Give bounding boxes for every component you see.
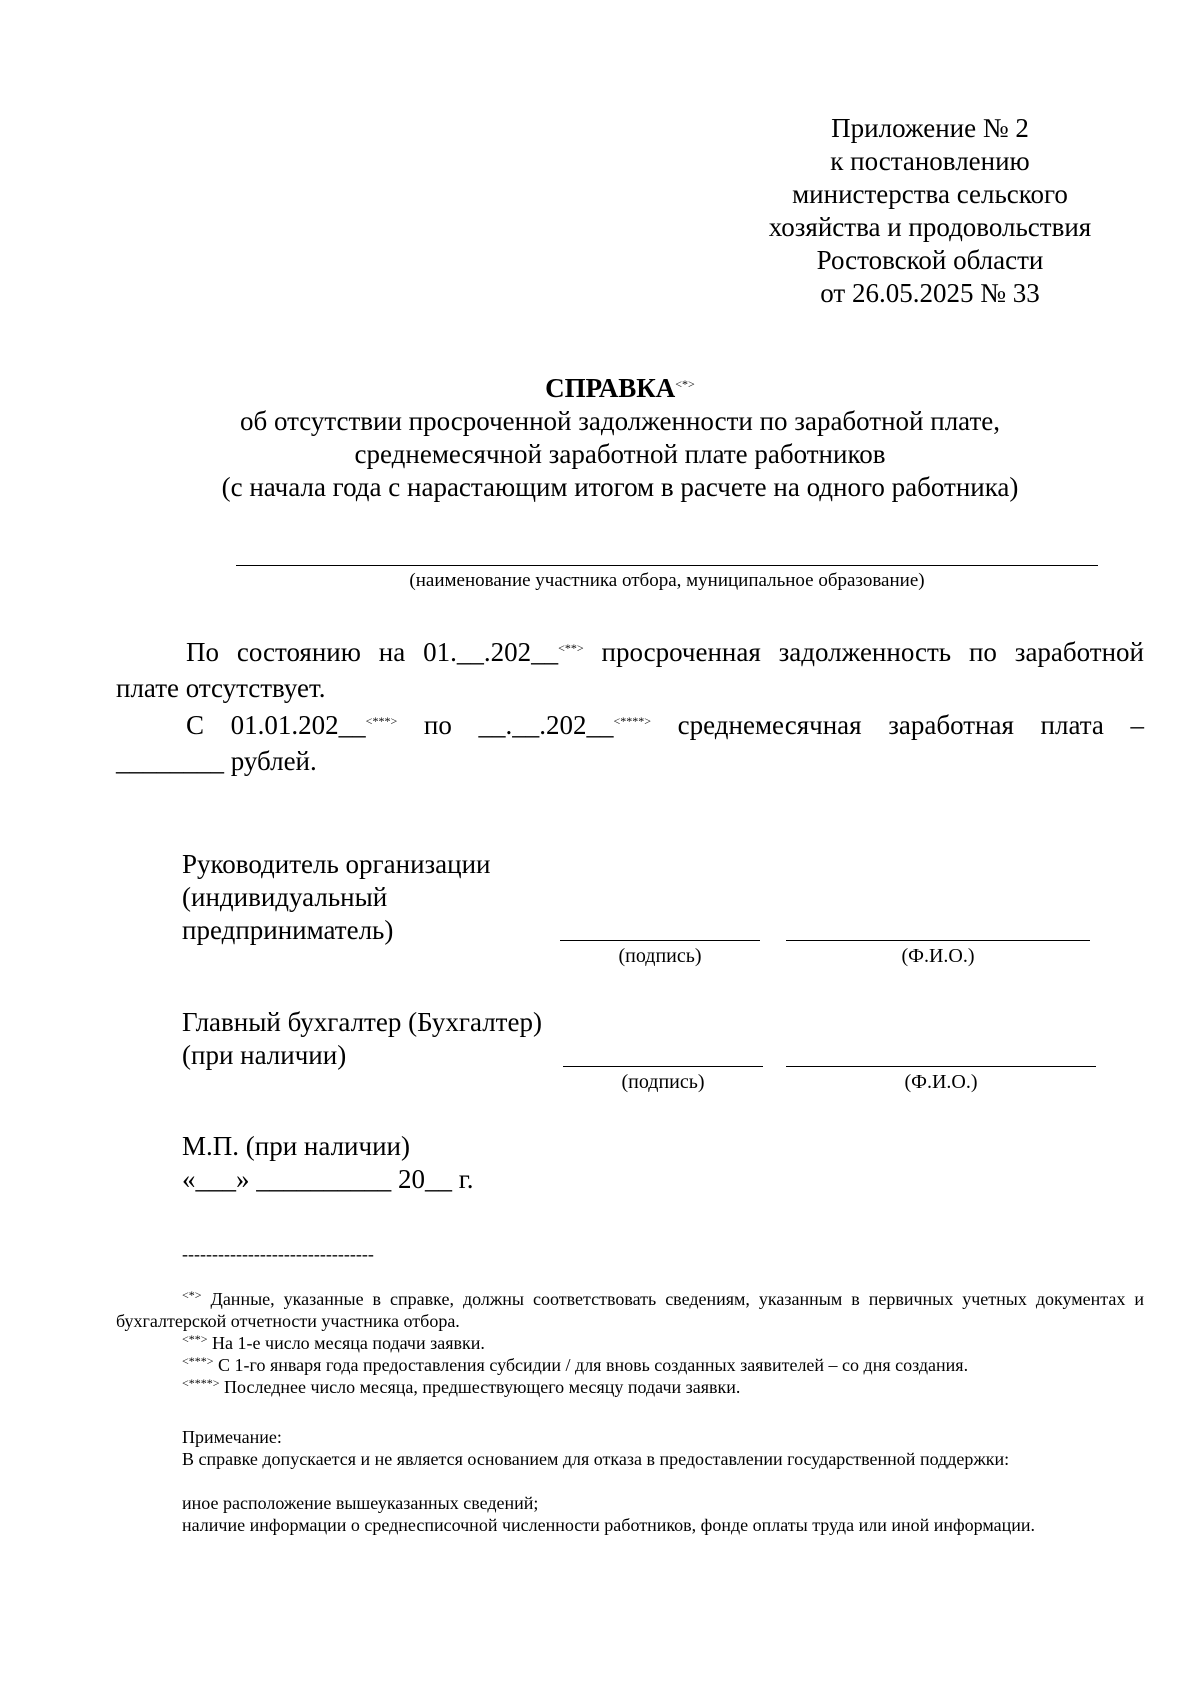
head-signature-line <box>560 940 760 941</box>
note-heading: Примечание: <box>182 1427 282 1447</box>
footnote-item: <**> На 1-е число месяца подачи заявки. <box>182 1332 485 1353</box>
accountant-name-line <box>786 1066 1096 1067</box>
head-name-line <box>786 940 1090 941</box>
annex-line: от 26.05.2025 № 33 <box>820 278 1040 308</box>
accountant-signer-label: Главный бухгалтер (Бухгалтер) (при наличии) <box>182 1007 542 1070</box>
stamp-label: М.П. (при наличии) <box>182 1131 410 1161</box>
footnote-mark: <*> <box>182 1288 202 1302</box>
head-signature-caption: (подпись) <box>618 945 702 967</box>
footnote-mark: <*> <box>675 377 695 391</box>
accountant-signature-line <box>563 1066 763 1067</box>
title-line: среднемесячной заработной плате работников <box>354 439 886 469</box>
paragraph-debt-line1: По состоянию на 01.__.202__<**> просроченная задолженность по заработной <box>186 637 1144 667</box>
document-title <box>100 372 1140 504</box>
footnote-separator: -------------------------------- <box>182 1244 374 1264</box>
footnote-mark: <***> <box>182 1354 214 1368</box>
note-text: В справке допускается и не является основанием для отказа в предоставлении государственной поддержки: <box>182 1449 1010 1469</box>
paragraph-salary-line2: ________ рублей. <box>116 746 317 776</box>
footnote-item: <***> С 1-го января года предоставления субсидии / для вновь созданных заявителей – со дня создания. <box>182 1354 969 1375</box>
annex-line: министерства сельского <box>792 179 1068 209</box>
annex-line: к постановлению <box>830 146 1030 176</box>
footnote-mark: <**> <box>558 641 584 655</box>
footnote-mark: <****> <box>613 714 652 728</box>
title-line: (с начала года с нарастающим итогом в расчете на одного работника) <box>221 472 1019 502</box>
annex-header <box>700 112 1160 310</box>
accountant-name-caption: (Ф.И.О.) <box>904 1071 978 1093</box>
footnote-mark: <****> <box>182 1376 220 1390</box>
footnote-item: <****> Последнее число месяца, предшествующего месяцу подачи заявки. <box>182 1376 741 1397</box>
head-name-caption: (Ф.И.О.) <box>901 945 975 967</box>
head-signer-label: Руководитель организации (индивидуальный предприниматель) <box>182 849 491 945</box>
annex-line: Ростовской области <box>816 245 1044 275</box>
note-item: иное расположение вышеуказанных сведений; <box>182 1493 539 1513</box>
annex-line: хозяйства и продовольствия <box>768 212 1092 242</box>
title-line: об отсутствии просроченной задолженности по заработной плате, <box>239 406 1000 436</box>
organization-fill-line <box>236 565 1098 566</box>
footnote-item: <*> Данные, указанные в справке, должны соответствовать сведениям, указанным в первичных учетных документах и бухгалтерской отчетности участника отбора. <box>116 1288 1144 1331</box>
title-main: СПРАВКА<*> <box>545 373 695 403</box>
paragraph-debt-line2: плате отсутствует. <box>116 673 326 703</box>
footnote-mark: <**> <box>182 1332 208 1346</box>
accountant-signature-caption: (подпись) <box>621 1071 705 1093</box>
date-line: «___» __________ 20__ г. <box>182 1164 474 1194</box>
organization-caption: (наименование участника отбора, муниципальное образование) <box>409 570 925 591</box>
paragraph-salary-line1: С 01.01.202__<***> по __.__.202__<****> среднемесячная заработная плата – <box>186 710 1144 740</box>
annex-line: Приложение № 2 <box>831 113 1029 143</box>
note-item: наличие информации о среднесписочной численности работников, фонде оплаты труда или иной информации. <box>182 1515 1036 1535</box>
footnote-mark: <***> <box>365 714 398 728</box>
